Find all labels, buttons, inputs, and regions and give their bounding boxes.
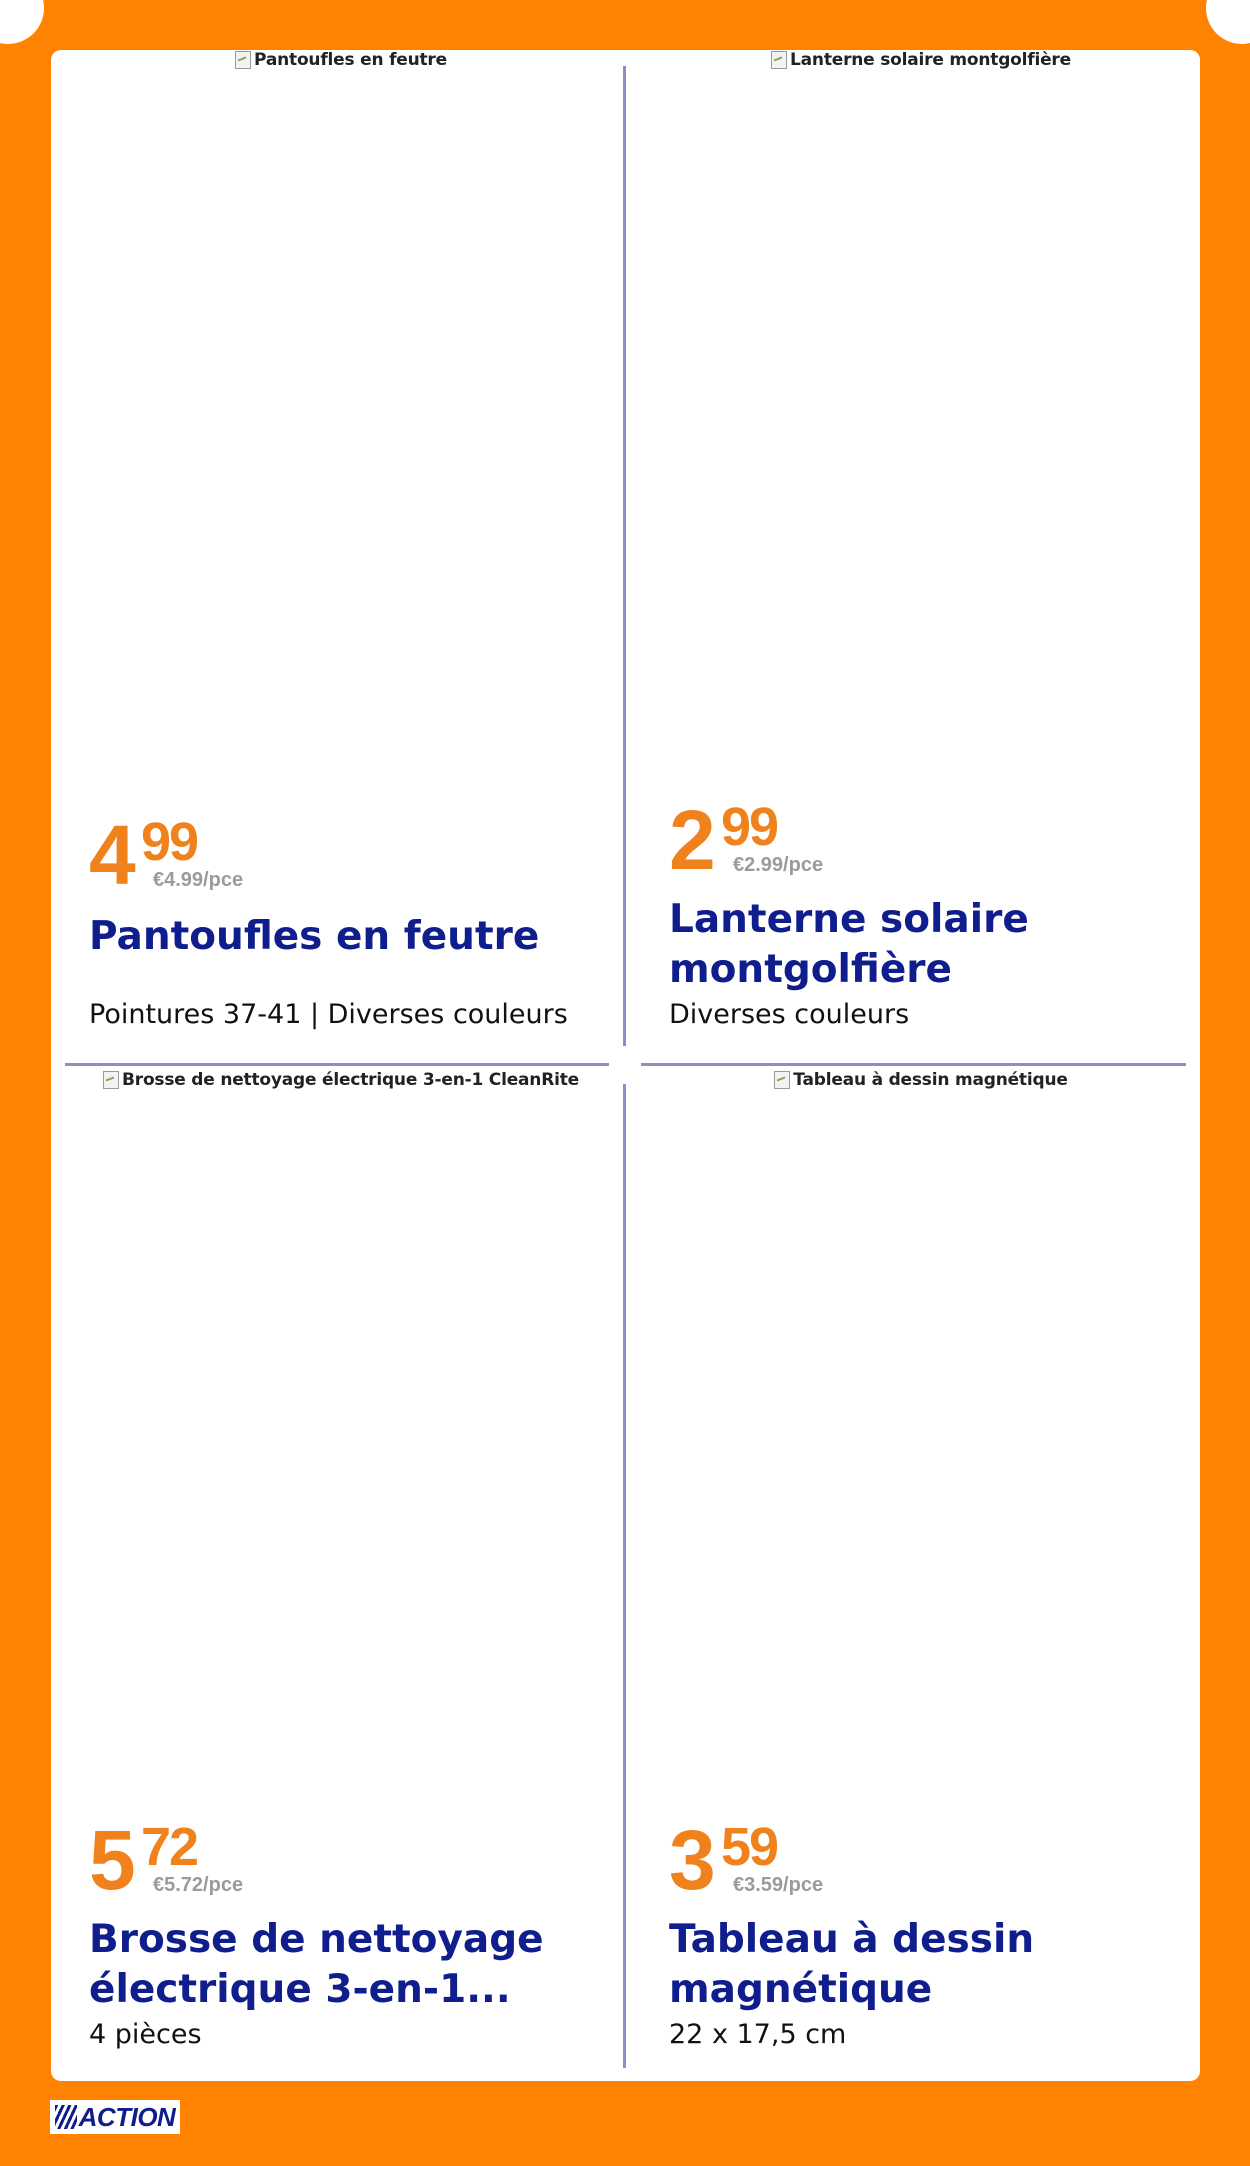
broken-image-icon: [103, 1071, 119, 1089]
price-integer: 4: [89, 808, 133, 902]
unit-price: €3.59/pce: [733, 1874, 824, 1896]
price-integer: 2: [669, 793, 713, 887]
product-image-alt: Brosse de nettoyage électrique 3-en-1 CleanRite: [122, 1070, 579, 1090]
product-image[interactable]: [61, 1070, 621, 1830]
logo-stripes-icon: [55, 2105, 77, 2129]
corner-notch-right: [1206, 0, 1250, 44]
unit-price: €5.72/pce: [153, 1874, 244, 1896]
action-logo: [50, 2100, 180, 2134]
price: [669, 793, 824, 887]
product-image[interactable]: [61, 50, 621, 810]
product-subtitle: 22 x 17,5 cm: [669, 2019, 847, 2050]
price-integer: 3: [669, 1813, 713, 1907]
price: [669, 1813, 824, 1907]
horizontal-divider-left: [65, 1063, 609, 1066]
price-integer: 5: [89, 1813, 133, 1907]
vertical-divider-bottom: [623, 1084, 626, 2068]
price-decimal: 99: [141, 812, 198, 872]
unit-price: €2.99/pce: [733, 854, 824, 876]
product-image-alt: Tableau à dessin magnétique: [793, 1070, 1068, 1090]
price-decimal: 72: [141, 1817, 198, 1877]
unit-price: €4.99/pce: [153, 869, 244, 891]
product-card[interactable]: [641, 1070, 1200, 2070]
product-card[interactable]: [61, 50, 621, 1050]
logo-text: ACTION: [78, 2101, 176, 2132]
product-card[interactable]: [641, 50, 1200, 1050]
product-image-alt: Lanterne solaire montgolfière: [790, 50, 1071, 70]
product-card[interactable]: [61, 1070, 621, 2070]
product-title[interactable]: Tableau à dessin magnétique: [669, 1917, 1035, 2012]
product-subtitle: Diverses couleurs: [669, 999, 910, 1030]
price: [89, 808, 244, 902]
broken-image-icon: [771, 51, 787, 69]
product-image[interactable]: [641, 50, 1200, 810]
horizontal-divider-right: [641, 1063, 1186, 1066]
broken-image-icon: [774, 1071, 790, 1089]
broken-image-icon: [235, 51, 251, 69]
product-title[interactable]: Brosse de nettoyage électrique 3-en-1...: [89, 1917, 544, 2012]
price-decimal: 99: [721, 797, 778, 857]
product-title[interactable]: Lanterne solaire montgolfière: [669, 897, 1029, 992]
price: [89, 1813, 244, 1907]
product-subtitle: Pointures 37-41 | Diverses couleurs: [89, 999, 568, 1030]
product-image[interactable]: [641, 1070, 1200, 1830]
corner-notch-left: [0, 0, 44, 44]
vertical-divider-top: [623, 66, 626, 1046]
product-title[interactable]: Pantoufles en feutre: [89, 914, 540, 959]
product-subtitle: 4 pièces: [89, 2019, 202, 2050]
product-image-alt: Pantoufles en feutre: [254, 50, 447, 70]
leaflet-page: [51, 50, 1200, 2081]
price-decimal: 59: [721, 1817, 778, 1877]
